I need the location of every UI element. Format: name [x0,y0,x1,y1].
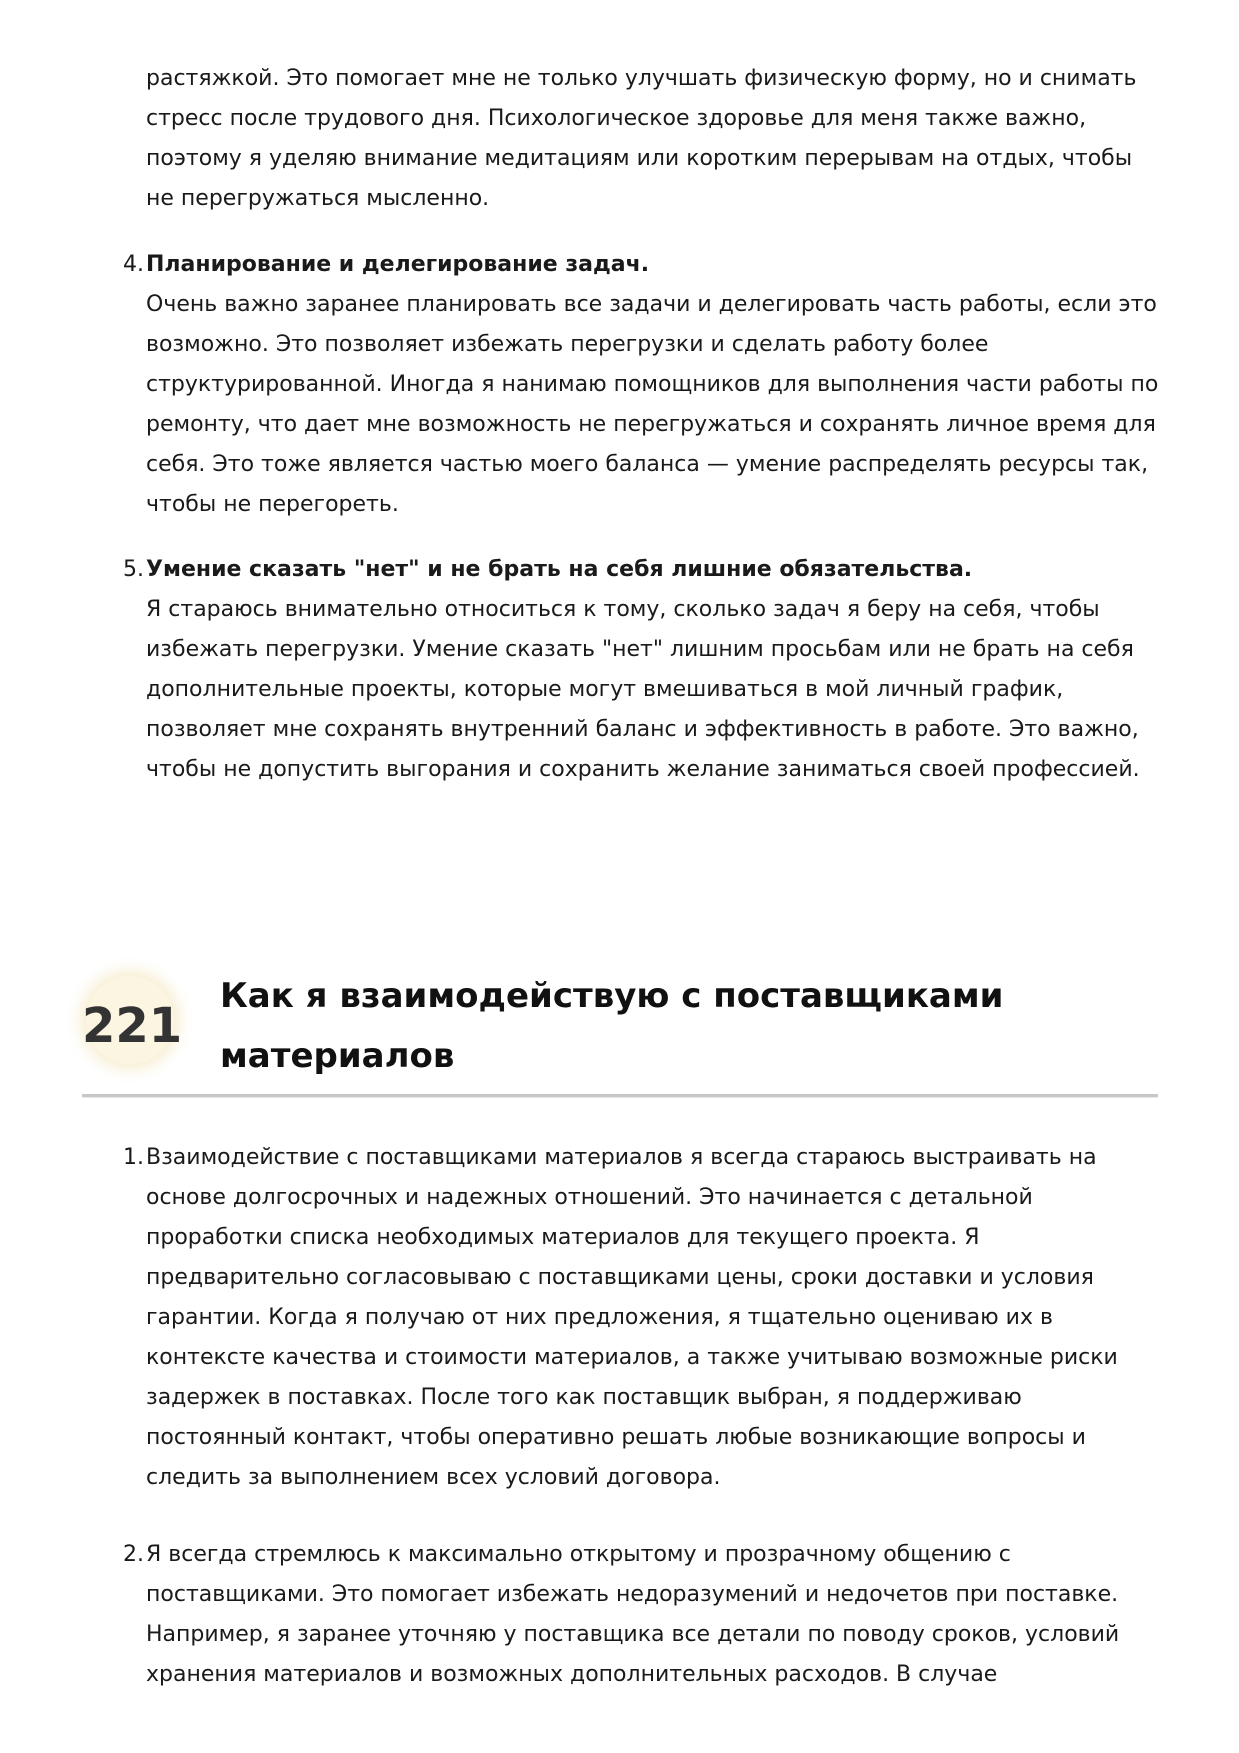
list-item-title: Умение сказать "нет" и не брать на себя лишние обязательства. [146,557,973,582]
list-item [123,550,1166,790]
list-item-body: Взаимодействие с поставщиками материалов я всегда стараюсь выстраивать на основе долгосрочных и надежных отношений. Это начинается с детальной проработки списка необходимых материалов для текущего проекта. Я предварительно согласовываю с поставщиками цены, сроки доставки и условия гарантии. Когда я получаю от них предложения, я тщательно оцениваю их в контексте качества и стоимости материалов, а также учитываю возможные риски задержек в поставках. После того как поставщик выбран, я поддерживаю постоянный контакт, чтобы оперативно решать любые возникающие вопросы и следить за выполнением всех условий договора. [146,1145,1118,1490]
list-item-title: Планирование и делегирование задач. [146,252,650,277]
continuation-paragraph: растяжкой. Это помогает мне не только улучшать физическую форму, но и снимать стресс после трудового дня. Психологическое здоровье для меня также важно, поэтому я уделяю внимание медитациям или коротким перерывам на отдых, чтобы не перегружаться мысленно. [146,66,1137,211]
list-item [123,1535,1166,1695]
list-number: 4. [123,252,144,277]
section-header [82,966,1158,1097]
section-number: 221 [82,998,183,1054]
list-number: 1. [123,1145,144,1170]
list-item-body: Я всегда стремлюсь к максимально открытому и прозрачному общению с поставщиками. Это помогает избежать недоразумений и недочетов при поставке. Например, я заранее уточняю у поставщика все детали по поводу сроков, условий хранения материалов и возможных дополнительных расходов. В случае [146,1542,1120,1687]
section-title: Как я взаимодействую с поставщиками материалов [220,976,1004,1076]
list-number: 5. [123,557,144,582]
list-number: 2. [123,1542,144,1567]
list-item [123,1138,1166,1498]
list-item [123,245,1166,525]
list-item-body: Очень важно заранее планировать все задачи и делегировать часть работы, если это возможно. Это позволяет избежать перегрузки и сделать работу более структурированной. Иногда я нанимаю помощников для выполнения части работы по ремонту, что дает мне возможность не перегружаться и сохранять личное время для себя. Это тоже является частью моего баланса — умение распределять ресурсы так, чтобы не перегореть. [146,292,1159,517]
list-item-body: Я стараюсь внимательно относиться к тому, сколько задач я беру на себя, чтобы избежать перегрузки. Умение сказать "нет" лишним просьбам или не брать на себя дополнительные проекты, которые могут вмешиваться в мой личный график, позволяет мне сохранять внутренний баланс и эффективность в работе. Это важно, чтобы не допустить выгорания и сохранить желание заниматься своей профессией. [146,597,1140,782]
